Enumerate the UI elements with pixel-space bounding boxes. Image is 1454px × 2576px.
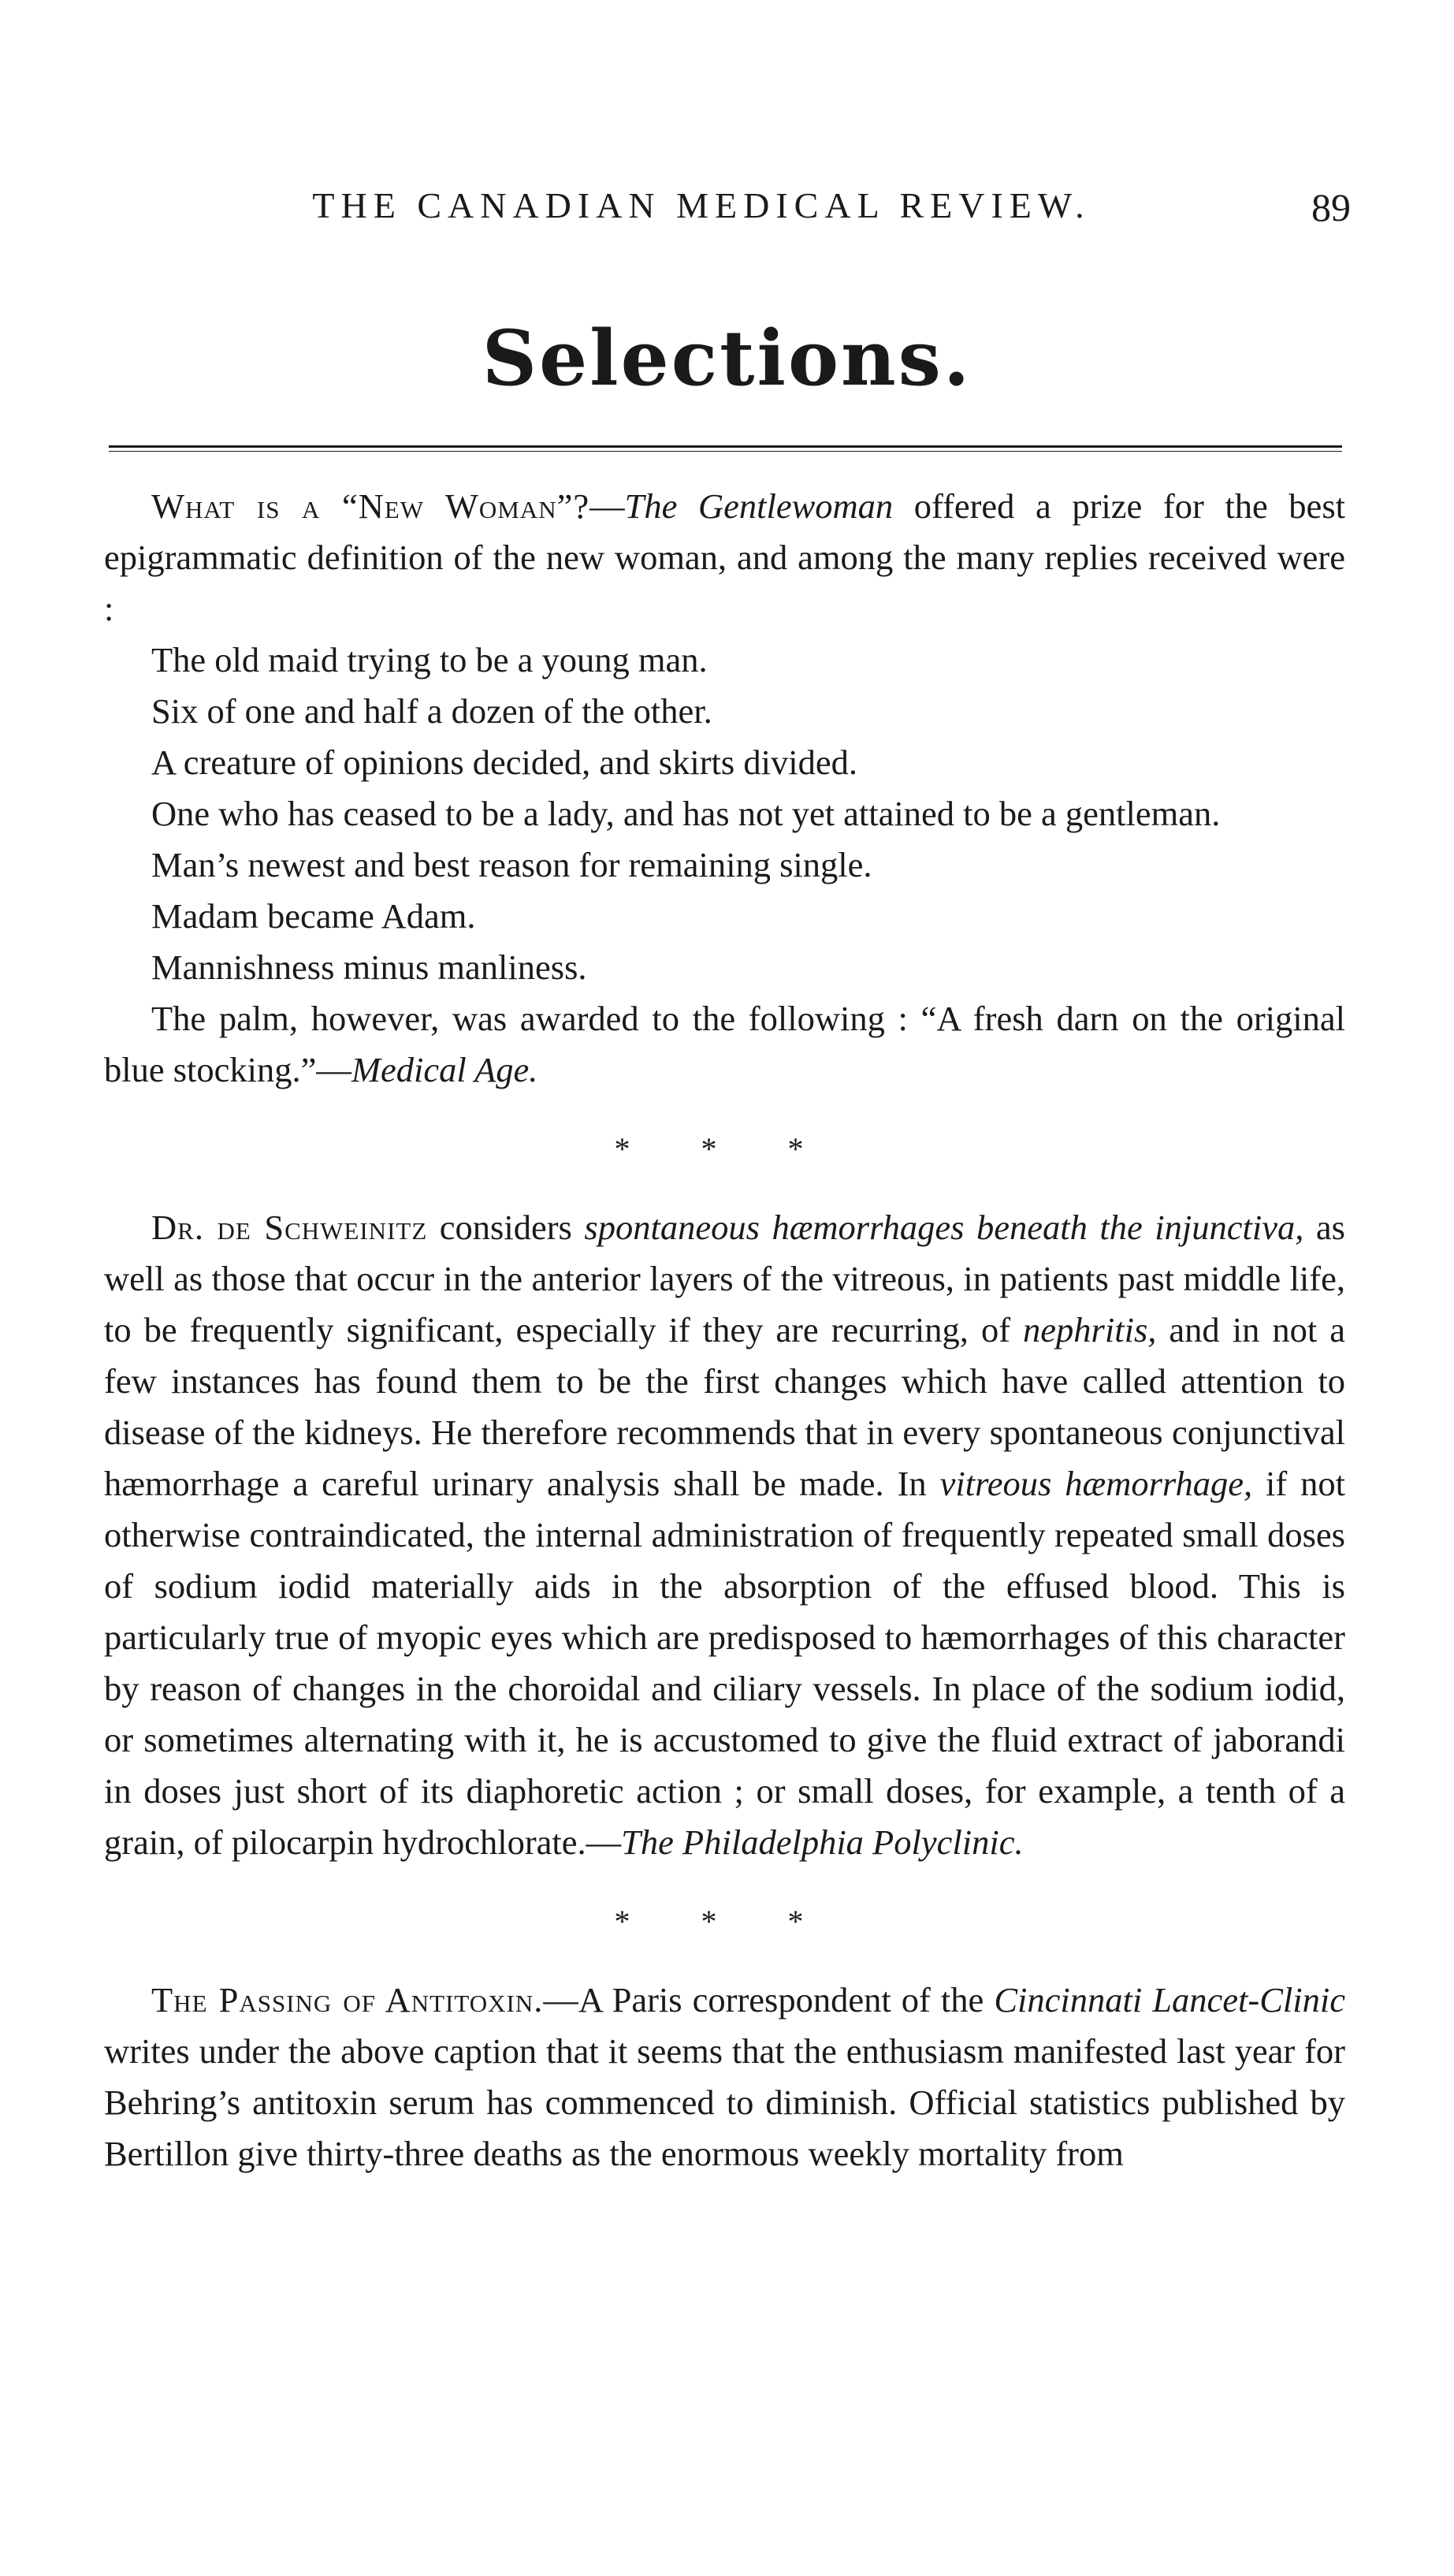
italic-term: spontaneous hæmorrhages beneath the injunctiva, [584,1208,1304,1247]
italic-term: nephritis, [1023,1310,1157,1349]
section-separator: * * * [614,1904,835,1939]
article-new-woman-lead [104,481,1345,635]
definition-entry: Madam became Adam. [151,896,476,936]
section-separator: * * * [614,1131,835,1167]
running-head [0,184,1454,240]
source-citation: Medical Age. [351,1050,538,1089]
source-citation: The Philadelphia Polyclinic. [621,1822,1024,1862]
page-number: 89 [1311,185,1351,229]
definition-entry: The old maid trying to be a young man. [151,640,708,679]
italic-term: vitreous hæmorrhage, [939,1464,1253,1503]
definition-entry: Six of one and half a dozen of the other. [151,691,712,731]
article-title: What is a “New Woman”? [151,486,590,526]
paragraph-text: offered a prize for the best epigrammatic definition of the new woman, and among the many replies received were : [104,486,1345,628]
source-name: Cincinnati Lancet-Clinic [994,1980,1346,2019]
author-name: Dr. de Schweinitz [151,1208,428,1247]
article-schweinitz: Dr. de Schweinitz considers spontaneous hæmorrhages beneath the injunctiva, as well as those that occur in the anterior layers of the vitreous, in patients past middle life, to be frequently significant, especially if they are recurring, of nephritis, and in not a few instances has found them to be the first changes which have called attention to disease of the kidneys. He therefore recommends that in every spontaneous conjunctival hæmorrhage a careful urinary analysis shall be made. In vitreous hæmorrhage, if not otherwise contraindicated, the internal administration of frequently repeated small doses of sodium iodid materially aids in the absorption of the effused blood. This is particularly true of myopic eyes which are predisposed to hæmorrhages of this character by reason of changes in the choroidal and ciliary vessels. In place of the sodium iodid, or sometimes alternating with it, he is accustomed to give the fluid extract of jaborandi in doses just short of its diaphoretic action ; or small doses, for example, a tenth of a grain, of pilocarpin hydrochlorate.—The Philadelphia Polyclinic. [104,1208,1346,1862]
article-body [104,481,1345,2180]
paragraph-text: The palm, however, was awarded to the following : “A fresh darn on the original blue stocking.”— [104,999,1345,1089]
em-dash: — [589,486,625,526]
definition-entry: A creature of opinions decided, and skirts divided. [151,743,857,782]
article-antitoxin: The Passing of Antitoxin.—A Paris correspondent of the Cincinnati Lancet-Clinic writes under the above caption that it seems that the enthusiasm manifested last year for Behring’s antitoxin serum has commenced to diminish. Official statistics published by Bertillon give thirty-three deaths as the enormous weekly mortality from [104,1980,1346,2173]
definition-entry: One who has ceased to be a lady, and has not yet attained to be a gentleman. [151,794,1221,833]
definition-entry: Man’s newest and best reason for remaining single. [151,845,872,884]
article-title: The Passing of Antitoxin. [151,1980,544,2019]
definition-entry: Mannishness minus manliness. [151,947,587,987]
journal-title: THE CANADIAN MEDICAL REVIEW. [312,185,1091,225]
source-name: The Gentlewoman [624,486,894,526]
double-rule-divider [109,445,1342,453]
section-title: Selections. [482,314,972,403]
article-new-woman-closing [104,993,1345,1096]
